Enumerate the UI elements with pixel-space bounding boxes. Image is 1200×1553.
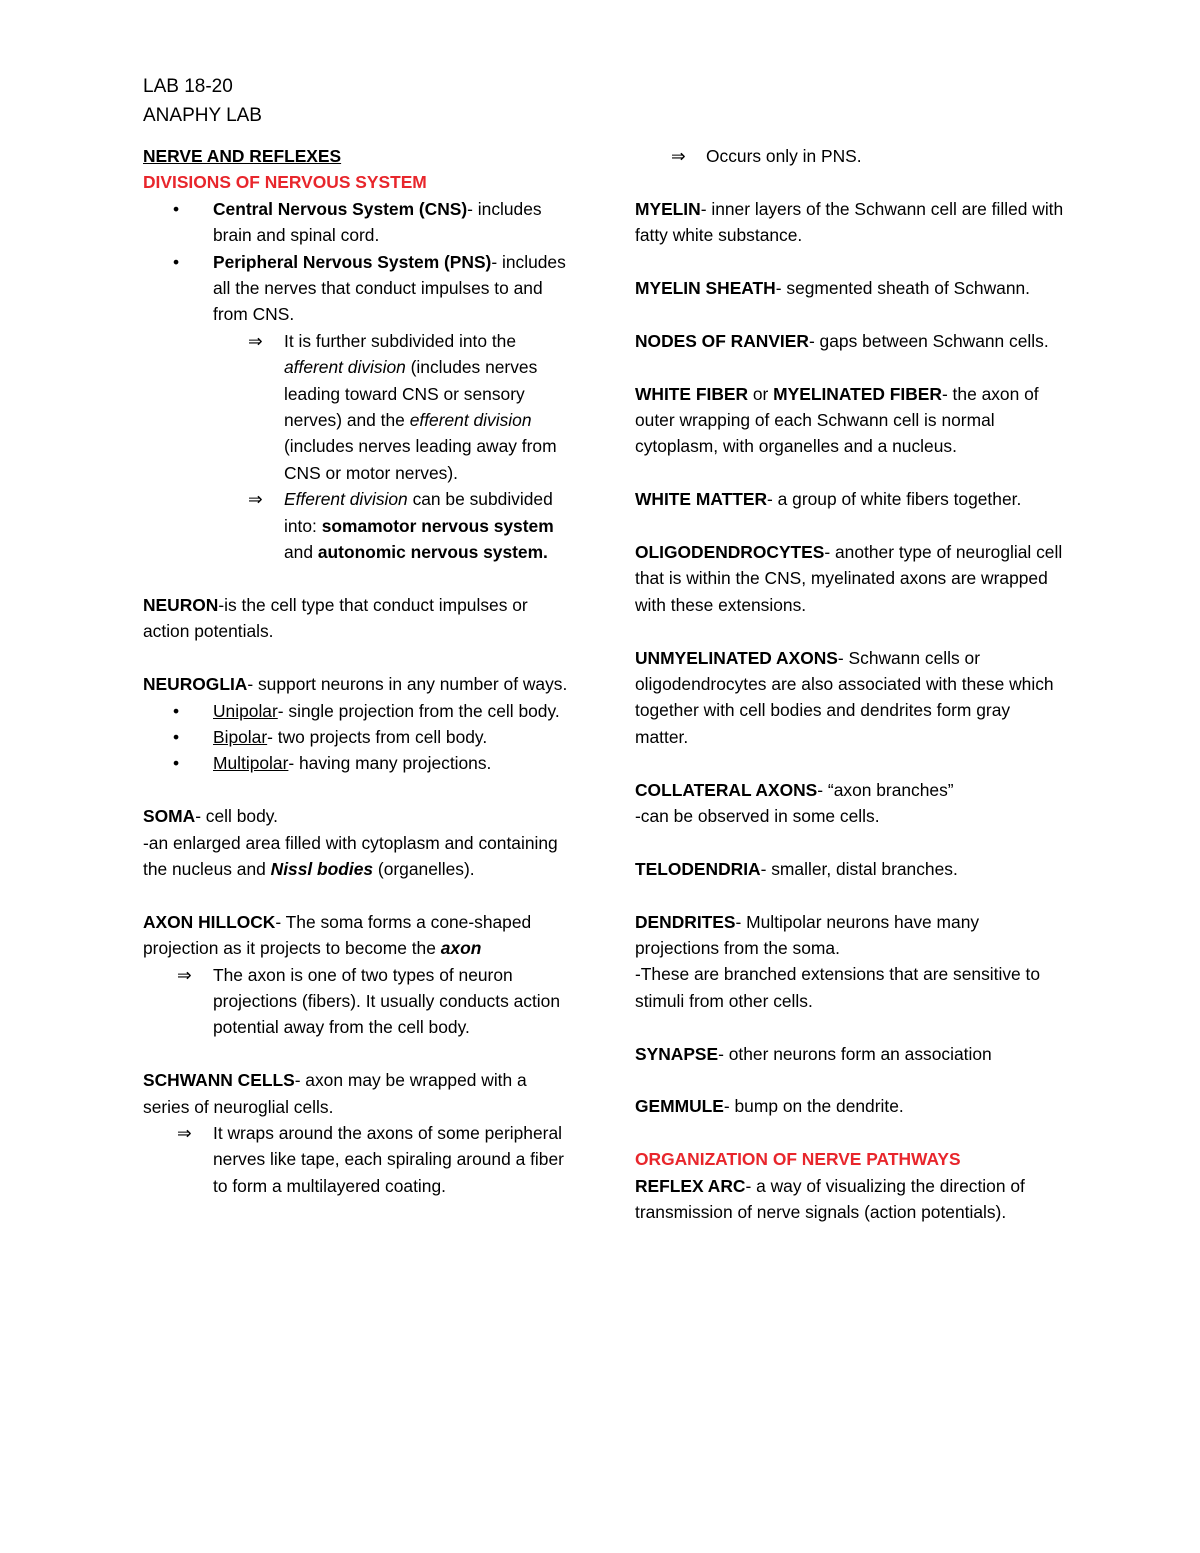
white-matter-definition: WHITE MATTER- a group of white fibers together. (635, 489, 1022, 510)
divisions-heading: DIVISIONS OF NERVOUS SYSTEM (143, 172, 427, 193)
bullet-icon: • (173, 198, 180, 219)
pns-subpoints (143, 328, 573, 566)
arrow-icon: ⇒ (248, 330, 263, 351)
pns-note: ⇒ Occurs only in PNS. (635, 143, 1065, 169)
bullet-icon: • (173, 726, 180, 747)
list-item: • Bipolar- two projects from cell body. (143, 724, 573, 750)
list-item: • Peripheral Nervous System (PNS)- includes all the nerves that conduct impulses to and from CNS. (143, 249, 573, 328)
reflex-arc-definition: REFLEX ARC- a way of visualizing the direction of transmission of nerve signals (action potentials). (635, 1175, 1025, 1223)
right-column (635, 143, 1065, 1225)
schwann-subpoints (143, 1120, 573, 1199)
arrow-icon: ⇒ (177, 964, 192, 985)
neuroglia-types (143, 698, 573, 777)
dendrites-definition: DENDRITES- Multipolar neurons have many projections from the soma. (635, 911, 980, 959)
soma-detail: -an enlarged area filled with cytoplasm and containing the nucleus and Nissl bodies (organelles). (143, 832, 558, 879)
axon-subpoints (143, 962, 573, 1041)
collateral-axons-detail: -can be observed in some cells. (635, 806, 880, 827)
divisions-list (143, 196, 573, 328)
soma-definition: SOMA- cell body. (143, 806, 278, 827)
lab-number: LAB 18-20 (143, 76, 233, 97)
arrow-icon: ⇒ (177, 1122, 192, 1143)
list-item: ⇒ It is further subdivided into the afferent division (includes nerves leading toward CNS or sensory nerves) and the efferent division (includes nerves leading away from CNS or motor nerves). (143, 328, 573, 486)
axon-hillock-definition: AXON HILLOCK- The soma forms a cone-shaped projection as it projects to become the axon (143, 911, 532, 959)
arrow-icon: ⇒ (671, 146, 686, 166)
organization-heading: ORGANIZATION OF NERVE PATHWAYS (635, 1149, 961, 1170)
myelin-sheath-definition: MYELIN SHEATH- segmented sheath of Schwann. (635, 278, 1031, 298)
list-item: ⇒ It wraps around the axons of some peripheral nerves like tape, each spiraling around a fiber to form a multilayered coating. (143, 1120, 573, 1199)
bullet-icon: • (173, 753, 180, 774)
myelin-definition: MYELIN- inner layers of the Schwann cell are filled with fatty white substance. (635, 198, 1064, 246)
unmyelinated-axons-definition: UNMYELINATED AXONS- Schwann cells or oligodendrocytes are also associated with these which together with cell bodies and dendrites form gray matter. (635, 647, 1054, 747)
white-fiber-definition: WHITE FIBER or MYELINATED FIBER- the axon of outer wrapping of each Schwann cell is normal cytoplasm, with organelles and a nucleus. (635, 383, 1039, 457)
oligodendrocytes-definition: OLIGODENDROCYTES- another type of neuroglial cell that is within the CNS, myelinated axons are wrapped with these extensions. (635, 542, 1063, 615)
nodes-of-ranvier-definition: NODES OF RANVIER- gaps between Schwann cells. (635, 330, 1049, 351)
list-item: • Multipolar- having many projections. (143, 750, 573, 776)
telodendria-definition: TELODENDRIA- smaller, distal branches. (635, 858, 958, 879)
bullet-icon: • (173, 700, 180, 721)
schwann-definition: SCHWANN CELLS- axon may be wrapped with a series of neuroglial cells. (143, 1070, 527, 1117)
neuroglia-definition: NEUROGLIA- support neurons in any number of ways. (143, 674, 568, 695)
list-item: • Central Nervous System (CNS)- includes brain and spinal cord. (143, 196, 573, 249)
course-name: ANAPHY LAB (143, 105, 262, 126)
synapse-definition: SYNAPSE- other neurons form an association (635, 1043, 992, 1064)
bullet-icon: • (173, 251, 180, 272)
list-item: • Unipolar- single projection from the cell body. (143, 698, 573, 724)
left-column (143, 143, 573, 1199)
dendrites-detail: -These are branched extensions that are sensitive to stimuli from other cells. (635, 964, 1041, 1011)
document-header (143, 72, 262, 130)
gemmule-definition: GEMMULE- bump on the dendrite. (635, 1096, 904, 1117)
arrow-icon: ⇒ (248, 489, 263, 510)
section-title: NERVE AND REFLEXES (143, 146, 342, 166)
list-item: ⇒ Efferent division can be subdivided into: somamotor nervous system and autonomic nervous system. (143, 486, 573, 565)
neuron-definition: NEURON-is the cell type that conduct impulses or action potentials. (143, 594, 528, 642)
list-item: ⇒ The axon is one of two types of neuron projections (fibers). It usually conducts action potential away from the cell body. (143, 962, 573, 1041)
collateral-axons-definition: COLLATERAL AXONS- “axon branches” (635, 779, 954, 800)
